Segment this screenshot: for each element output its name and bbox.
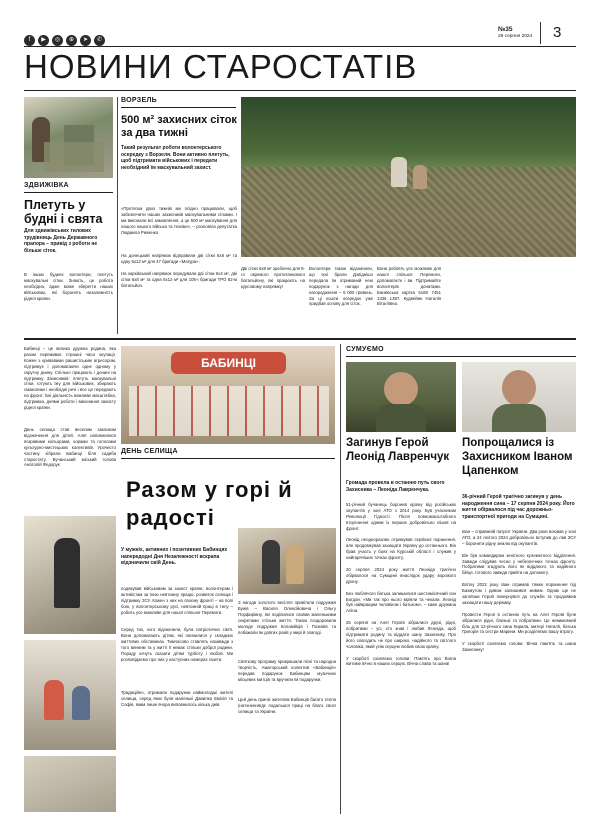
lead-babyntsi: У мужніх, активних і позитивних Бабинцях напередодні Дня Незалежності вскрапа відзначили свій День. (121, 547, 228, 567)
body-babyntsi-wedding: З нагоди золотого весілля привітали подружжя Бунів – Василя Олексійовича і Ольгу Порфирівну, які поділилися своїми маленькими секретами стільки життя. Також поздоровили молоде подружжя Коломійців і Позніків та побажали їм довгих років у мирі й злагоді. (238, 600, 336, 635)
photo-babyntsi-children (24, 640, 116, 750)
globe-icon[interactable]: ⊕ (66, 35, 77, 46)
lead-vorzel: Такий результат роботи волонтерського осередку з Ворзеля. Вони активно плетуть, щоб підтримати військових і передати необхідний їм маскувальний захист. (121, 145, 230, 171)
body-babyntsi-family: Серед тих, кого відзначили, була патріотична сім'я. Вони допомагають дітям, які опинилися у складних життєвих обставинах. Тимчасово ставлять назавжди з того винним та у житті її немає стільки доброї родини. Пораду хочуть сказати дітям турботу і любов. Ми розповідаємо про них у наступних номерах газети. (121, 627, 233, 662)
viber-icon[interactable]: ✆ (94, 35, 105, 46)
instagram-icon[interactable]: ◎ (52, 35, 63, 46)
photo-babyntsi-event (24, 756, 116, 812)
photo-vorzel-net-weaving (241, 97, 576, 257)
tag-vorzel: ВОРЗЕЛЬ (121, 97, 157, 104)
body-vorzel-quote: «Протягом двох тижнів ми плідно працювали, щоб забезпечити наших захисників маскувальними сітками. І ми виконали всі замовлення, а це 500 м² маскування для нашого нашого війська та техніки», – розповіла депутатка Людмила Риженко. (121, 206, 237, 235)
body-babyntsi-thanks: подякував військовим за захист країни, волонтерам і активістам за їхню невтомну працю, розвиток селища і підтримку ЗСУ. Кожен з них на своєму фронті – на полі бою, у волонтерському русі, невтомній праці в тилу – робить усе можливе для нашої спільної Перемоги. (121, 586, 233, 615)
header-rule (24, 46, 576, 47)
page-number: 3 (553, 24, 562, 41)
body-vorzel-nets: Волонтери також відзначили, що їхні брали Дзвіднішо передала їм отриманий нею подарунок з нагоди для нагородження – 5 000 гривень. За ці кошти осередок уже придбав основу для сіток. (309, 266, 373, 307)
lead-tsapenko: 36-річний Герой трагічно загинув у день народження сина – 17 серпня 2024 року. Його життя обірвалося під час дорожньо-транспортної пригоди на Сумщині. (462, 494, 575, 520)
body-vorzel-kharkiv: На харківський напрямок передували дві сітки 6х4 м², дві сітки 6х8 м² та одна 6х12 м² для 105-ї бригади ТРО 82-м батальйон. (121, 271, 237, 288)
headline-lavrenchuk: Загинув Герой Леонід Лавренчук (346, 437, 450, 463)
body-babyntsi-day: День селища став веселим закликом відзначення для дітей. Алеї наповнилися яскравими кольорами, хорами та голосами культурно-мистецьких колективів. Урочисто частину зібрали Бабинці біля садиба старостату. Бучанський міський голова Анатолій Федорук (24, 427, 116, 468)
body-lavrenchuk: 51-річний бучанець боронив країну від російських окупантів у зоні АТО з 2014 року. Був учасником Революції Гідності. Після повномасштабного вторгнення одним із перших добровільно пішов на фронт. Леонід неодноразово отримував серйозні поранення, але продовжував захищати Україну до останнього. Він брав участь у боях на Курській області і служив у найгарячіших точках фронту. 20 серпня 2024 року життя Леоніда трагічно обірвалося на Сумщині внаслідок удару ворожого дрону. Без люблячого батька залишилися шестимісячний син Богдан. «Ми так про нього мріяли та чекали. Леонід був найкращим чоловіком і батьком», – каже дружина Аліна. 25 серпня на Алеї Героїв зібралися друзі, рідні, побратими – усі, хто знав і любив Леоніда, щоб підтримати родину та віддати шану Захиснику. Про його злагодить не про широко, надійного та світлого чоловіка, який усім серцем любив свою країну. У скорботі схиляємо голови. Пам'ять про Воїна житиме вічно в наших серцях. Вічна слава та шана! (346, 502, 456, 667)
body-vorzel-donetsk: На донецький напрямок відправили дві сітки 6х8 м² та одну 6х12 м² для 47 бригади «Магура». (121, 253, 237, 264)
page-title: НОВИНИ СТАРОСТАТІВ (24, 48, 418, 85)
body-zdvyzhivka: В інших буднях волонтери, плетуть маскувальні сітки. Знають, це робота необхідна, адже може зберегти наших військових, які боронять незалежність рідної країни. (24, 272, 113, 301)
photo-babyntsi-couple (238, 528, 336, 594)
rule-babyntsi (121, 458, 335, 459)
body-babyntsi-program: Святкову програму прикрашали пісні та народна творчість. Аматорський колектив «Бабинців» передав подарунок Бабинцям музичних місцевих митців та вручили їм подарунки. (238, 659, 336, 682)
body-vorzel-thanks: Вони роблять усе можливе для нашої спільної Перемоги, допомагаєте і ви. Підтримайте волонтерів донатами. Банківська картка 5168 7451 1336 1387. Кудвейин Наталія Віталіївна. (377, 266, 441, 307)
header-divider (540, 22, 541, 44)
photo-babyntsi-choir (121, 346, 335, 444)
youtube-icon[interactable]: ▶ (38, 35, 49, 46)
issue-date: 29 серпня 2024 (498, 34, 533, 39)
title-rule (24, 90, 576, 91)
section-rule (24, 338, 576, 340)
column-divider (117, 97, 118, 334)
babyntsi-banner: БАБИНЦІ (171, 352, 286, 374)
lead-zdvyzhivka: Для здвижівських тилових трудівниць День Державного прапора – привід з роботи не більше сіток. (24, 228, 98, 254)
body-babyntsi-gifts: Традиційно, отримали подарунки наймолодші жителі селища, серед яких були маленькі Давилка Емілія та Софія, яким лише вчора виповнилось кілька днів. (121, 690, 233, 707)
facebook-icon[interactable]: f (24, 35, 35, 46)
body-babyntsi-closing: Цей день приніс жителям Бабинців багато тепла (натхненнягдє подальшої праці на благо своєї селища та України. (238, 697, 336, 714)
rule-sumuemo (346, 356, 576, 357)
headline-tsapenko: Попрощалися із Захисником Іваном Цапенком (462, 437, 573, 477)
body-babyntsi-intro: Бабинці – це велика дружна родина, яка разом переживає страшні часи окупації. Кожен з кривавими рашистським агресором, підтримує і допомагаючи одне одному у скрутну днину. Спільно працюють і донині на підтримку Захисників: плетуть маскувальні сітки, готують їжу для військових, збирають смаколики і необхідні речі і все це передають на фронт. Їхні діяльність важливе масштабна, підтримка, днями роботи і виконання захисту рідної країни. (24, 346, 116, 411)
tag-sumuemo: СУМУЄМО (346, 346, 384, 353)
rule-zdvyzhivka (24, 192, 113, 193)
lead-lavrenchuk: Громада провела в останню путь свого Захисника – Леоніда Лавренчука. (346, 480, 445, 493)
photo-leonid-lavrenchuk (346, 362, 456, 432)
rule-vorzel (121, 107, 236, 108)
tag-babyntsi: ДЕНЬ СЕЛИЩА (121, 448, 178, 455)
photo-zdvyzhivka-volunteers (24, 97, 113, 178)
social-bar (24, 28, 108, 46)
photo-ivan-tsapenko (462, 362, 576, 432)
headline-zdvyzhivka: Плетуть у будні і свята (24, 198, 103, 226)
tag-zdvyzhivka: ЗДВИЖІВКА (24, 182, 69, 189)
sumuemo-divider (340, 344, 341, 814)
headline-vorzel: 500 м² захисних сіток за два тижні (121, 114, 237, 139)
body-vorzel-9th: Дві сітки 6х8 м² зроблено для 9-го окремого протитанкового батальйону, які працюють на курсовому напрямку! (241, 266, 305, 289)
telegram-icon[interactable]: ➤ (80, 35, 91, 46)
headline-babyntsi: Разом у горі й радості (126, 477, 293, 530)
body-tsapenko: Іван – справжній патріот України. Два роки воював у зоні АТО, а 24 лютого 2024 добровільно вступив до лав ЗСУ – боронити рідну землю від окупантів. Він був командиром зенітного кулеметного відділення. Завжди слідував чесно у небезпечних точках фронту. Побратими згадують його як відданого та надійного бійця, готового завжди прийти на допомогу. Влітку 2022 року Іван отримав тяжке поранення під Бахмутом і дивом залишився живим. Однак ще не загоївши Герой повернувся до служби та продовжив захищати нашу державу. Провести Героя в останню путь на Алеї Героїв були зібралися рідні, близькі та побратими. Це невимовний біль для 12-річного сина Кирила, матері Наталії, батька Григорія та сестри Марини. Ми розділяємо вашу втрату. У скорботі схиляємо голови. Вічна пам'ять та шана Захиснику! (462, 529, 576, 653)
issue-number: №35 (498, 26, 513, 33)
photo-babyntsi-award (24, 516, 116, 634)
